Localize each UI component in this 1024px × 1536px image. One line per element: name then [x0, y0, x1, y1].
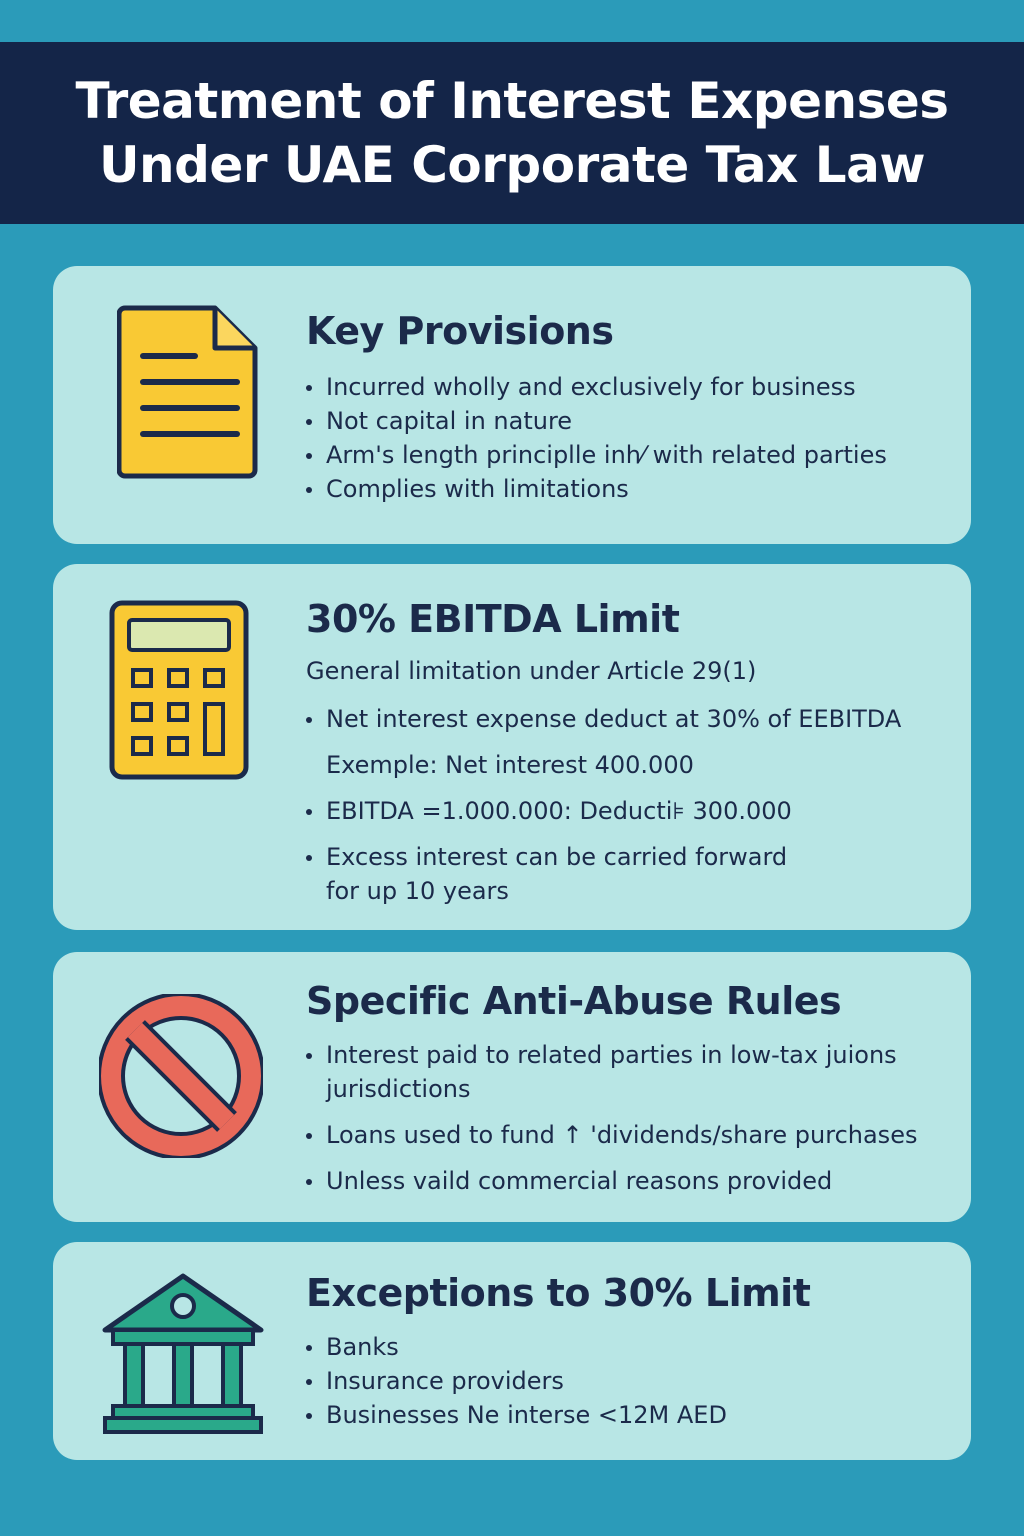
list-item: EBITDA =1.000.000: Deducti⊧ 300.000 — [306, 794, 961, 828]
page-title-line-1: Treatment of Interest Expenses — [75, 72, 949, 130]
list-item-line-2: for up 10 years — [326, 877, 509, 905]
anti-abuse-card — [53, 952, 971, 1222]
list-item-line-2: jurisdictions — [326, 1075, 471, 1103]
list-item: Banks — [306, 1330, 961, 1364]
list-item: Loans used to fund ↑ 'dividends/share purchases — [306, 1118, 961, 1152]
list-item: Insurance providers — [306, 1364, 961, 1398]
ebitda-limit-subtitle: General limitation under Article 29(1) — [306, 657, 757, 685]
list-item: Incurred wholly and exclusively for business — [306, 370, 961, 404]
anti-abuse-title: Specific Anti-Abuse Rules — [306, 979, 842, 1023]
exceptions-title: Exceptions to 30% Limit — [306, 1271, 811, 1315]
list-item: Not capital in nature — [306, 404, 961, 438]
list-item: Arm's length principlle inh⁄ with related parties — [306, 438, 961, 472]
bank-icon — [101, 1270, 265, 1436]
page-title-line-2: Under UAE Corporate Tax Law — [98, 136, 926, 194]
title-banner — [0, 42, 1024, 224]
list-item — [306, 1038, 961, 1106]
calculator-icon — [109, 600, 249, 782]
list-item — [306, 840, 961, 908]
exceptions-list — [306, 1330, 961, 1432]
list-item: Net interest expense deduct at 30% of EEBITDA — [306, 702, 961, 736]
ebitda-limit-list — [306, 702, 961, 908]
list-item-line-1: Interest paid to related parties in low-tax juions — [326, 1041, 897, 1069]
anti-abuse-list — [306, 1038, 961, 1198]
example-line: Exemple: Net interest 400.000 — [326, 751, 694, 779]
prohibited-icon — [99, 994, 263, 1158]
exceptions-card — [53, 1242, 971, 1460]
list-item-line-1: Excess interest can be carried forward — [326, 843, 788, 871]
ebitda-limit-card — [53, 564, 971, 930]
list-item: Complies with limitations — [306, 472, 961, 506]
document-icon — [117, 304, 261, 480]
ebitda-limit-title: 30% EBITDA Limit — [306, 597, 680, 641]
key-provisions-card — [53, 266, 971, 544]
key-provisions-list — [306, 370, 961, 506]
list-item: Businesses Ne interse <12M AED — [306, 1398, 961, 1432]
list-item: Unless vaild commercial reasons provided — [306, 1164, 961, 1198]
key-provisions-title: Key Provisions — [306, 309, 614, 353]
